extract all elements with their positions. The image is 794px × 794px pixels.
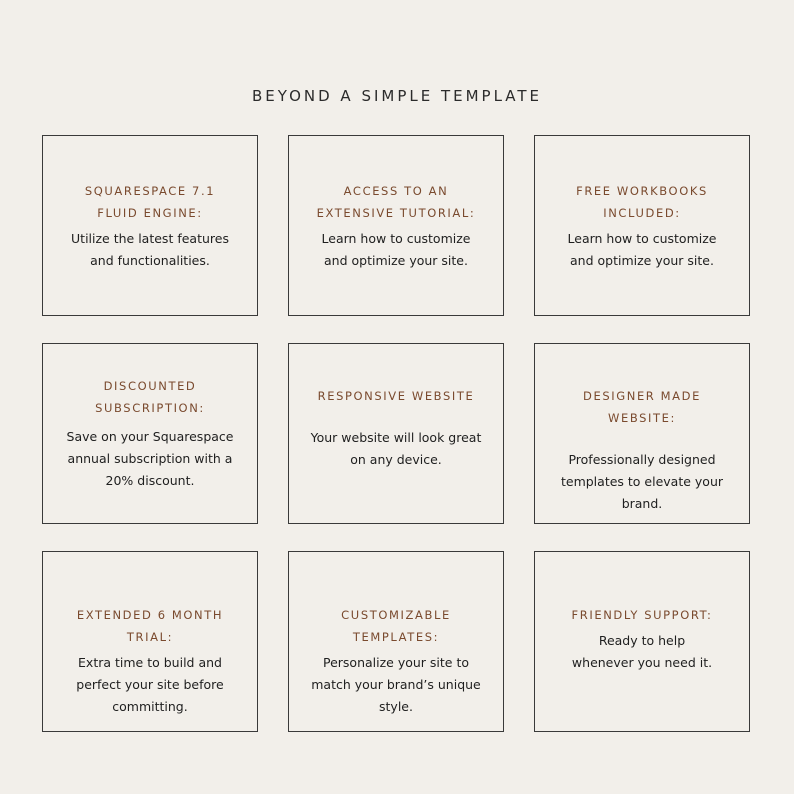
card-title: DESIGNER MADE WEBSITE: (583, 389, 701, 425)
feature-card-fluid-engine (42, 135, 258, 316)
feature-card-extended-trial (42, 551, 258, 732)
card-body: Professionally designed templates to elevate your brand. (560, 452, 724, 511)
card-title: FRIENDLY SUPPORT: (571, 608, 713, 622)
card-body: Ready to help whenever you need it. (571, 633, 713, 670)
feature-card-workbooks (534, 135, 750, 316)
feature-card-discounted-subscription (42, 343, 258, 524)
card-body: Your website will look great on any device. (310, 430, 482, 467)
card-title: ACCESS TO AN EXTENSIVE TUTORIAL: (316, 184, 476, 220)
card-body: Learn how to customize and optimize your site. (567, 231, 717, 268)
feature-card-tutorial (288, 135, 504, 316)
card-title: CUSTOMIZABLE TEMPLATES: (341, 608, 451, 644)
card-title: SQUARESPACE 7.1 FLUID ENGINE: (84, 184, 216, 220)
card-body: Learn how to customize and optimize your site. (321, 231, 471, 268)
card-title: RESPONSIVE WEBSITE (317, 389, 475, 403)
feature-card-customizable-templates (288, 551, 504, 732)
feature-card-responsive-website (288, 343, 504, 524)
feature-card-designer-made (534, 343, 750, 524)
card-title: DISCOUNTED SUBSCRIPTION: (95, 379, 205, 415)
card-title: EXTENDED 6 MONTH TRIAL: (76, 608, 224, 644)
card-body: Save on your Squarespace annual subscription with a 20% discount. (66, 429, 234, 488)
card-body: Extra time to build and perfect your site before committing. (76, 655, 224, 714)
card-body: Personalize your site to match your brand’s unique style. (311, 655, 481, 714)
feature-card-friendly-support (534, 551, 750, 732)
card-title: FREE WORKBOOKS INCLUDED: (576, 184, 708, 220)
page-title: BEYOND A SIMPLE TEMPLATE (251, 87, 543, 105)
card-body: Utilize the latest features and functionalities. (71, 231, 229, 268)
